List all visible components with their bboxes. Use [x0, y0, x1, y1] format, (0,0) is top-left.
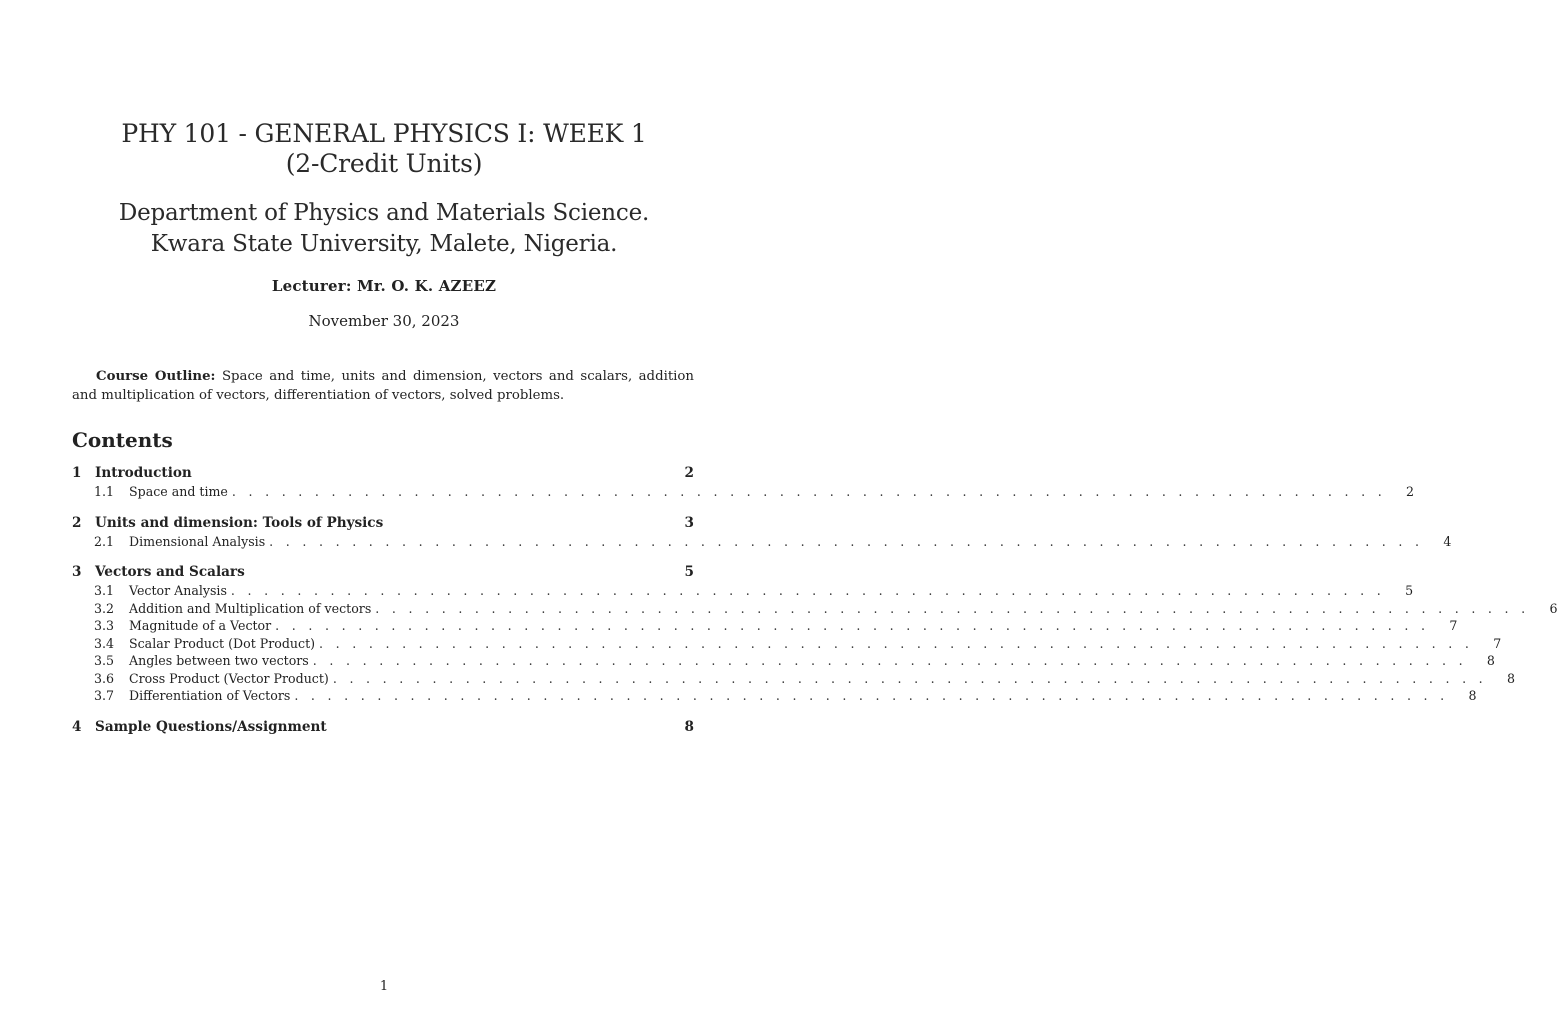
- toc-subsection-number: 3.2: [94, 600, 115, 616]
- toc-subsection-title: Space and time: [129, 484, 228, 499]
- toc-leader-dots: . . . . . . . . . . . . . . . . . . . . . . . . . . . . . . . . . . . . . . . . . . . . . . . . . . . . . . . . . . . . . . . . . . . . . .: [269, 533, 1424, 549]
- toc-section-number: 4: [72, 718, 82, 735]
- toc-leader-dots: . . . . . . . . . . . . . . . . . . . . . . . . . . . . . . . . . . . . . . . . . . . . . . . . . . . . . . . . . . . . . . . . . . . . . .: [231, 484, 1387, 499]
- toc-subsection-page: 4: [1443, 533, 1452, 549]
- toc-subsection-3-5[interactable]: [72, 653, 1495, 669]
- toc-section-page: 8: [684, 718, 694, 735]
- toc-section-title: Vectors and Scalars: [95, 564, 245, 580]
- toc-subsection-title: Cross Product (Vector Product): [129, 670, 329, 686]
- document-title-line-1: PHY 101 - GENERAL PHYSICS I: WEEK 1: [121, 119, 647, 148]
- course-outline-label: Course Outline:: [96, 369, 216, 384]
- toc-section-title: Introduction: [95, 465, 192, 481]
- toc-subsection-3-1[interactable]: [72, 583, 1414, 599]
- toc-subsection-title: Magnitude of a Vector: [129, 618, 272, 633]
- toc-section-number: 1: [72, 465, 82, 481]
- toc-subsection-number: 3.3: [94, 618, 115, 633]
- toc-subsection-number: 3.6: [94, 670, 115, 686]
- toc-subsection-1-1[interactable]: [72, 484, 1415, 500]
- toc-subsection-3-3[interactable]: [72, 618, 1458, 634]
- toc-subsection-2-1[interactable]: [72, 533, 1452, 550]
- toc-subsection-number: 3.4: [94, 635, 115, 651]
- toc-leader-dots: . . . . . . . . . . . . . . . . . . . . . . . . . . . . . . . . . . . . . . . . . . . . . . . . . . . . . . . . . . . . . . . . . . . . . .: [294, 688, 1449, 703]
- toc-leader-dots: . . . . . . . . . . . . . . . . . . . . . . . . . . . . . . . . . . . . . . . . . . . . . . . . . . . . . . . . . . . . . . . . . . . . . .: [312, 653, 1467, 668]
- toc-section-3[interactable]: [72, 564, 694, 582]
- toc-subsection-page: 5: [1405, 583, 1414, 598]
- document-title-line-2: (2-Credit Units): [285, 149, 483, 178]
- toc-subsection-title: Differentiation of Vectors: [129, 688, 291, 703]
- toc-leader-dots: . . . . . . . . . . . . . . . . . . . . . . . . . . . . . . . . . . . . . . . . . . . . . . . . . . . . . . . . . . . . . . . . . . . . . .: [230, 583, 1386, 598]
- toc-section-page: 2: [684, 465, 694, 481]
- page-number: 1: [379, 979, 389, 994]
- toc-section-2[interactable]: [72, 515, 694, 533]
- toc-subsection-number: 3.5: [94, 653, 115, 668]
- document-date: November 30, 2023: [308, 312, 460, 330]
- toc-subsection-page: 8: [1506, 670, 1515, 686]
- toc-section-page: 5: [684, 564, 694, 580]
- toc-subsection-3-2[interactable]: [72, 600, 1557, 617]
- toc-leader-dots: . . . . . . . . . . . . . . . . . . . . . . . . . . . . . . . . . . . . . . . . . . . . . . . . . . . . . . . . . . . . . . . . . . . . . .: [375, 600, 1530, 616]
- department-line: Department of Physics and Materials Science.: [118, 200, 650, 226]
- toc-leader-dots: . . . . . . . . . . . . . . . . . . . . . . . . . . . . . . . . . . . . . . . . . . . . . . . . . . . . . . . . . . . . . . . . . . . . . .: [332, 670, 1487, 686]
- toc-subsection-number: 2.1: [94, 533, 115, 549]
- toc-subsection-page: 7: [1449, 618, 1458, 633]
- toc-subsection-title: Scalar Product (Dot Product): [129, 635, 316, 651]
- toc-subsection-page: 7: [1493, 635, 1502, 651]
- course-outline: [72, 368, 694, 405]
- university-line: Kwara State University, Malete, Nigeria.: [150, 231, 618, 257]
- toc-section-1[interactable]: [72, 465, 694, 483]
- course-outline-text: Space and time, units and dimension, vectors and scalars, addition and multiplication of vectors, differentiation of vectors, solved problems.: [72, 369, 694, 403]
- toc-section-number: 3: [72, 564, 82, 580]
- toc-subsection-3-4[interactable]: [72, 635, 1502, 652]
- toc-section-4[interactable]: [72, 719, 694, 737]
- toc-subsection-3-7[interactable]: [72, 688, 1477, 704]
- toc-subsection-number: 3.7: [94, 688, 115, 703]
- toc-subsection-title: Angles between two vectors: [129, 653, 309, 668]
- toc-subsection-page: 8: [1486, 653, 1495, 668]
- toc-section-title: Sample Questions/Assignment: [95, 718, 327, 735]
- toc-subsection-3-6[interactable]: [72, 670, 1515, 687]
- toc-subsection-number: 3.1: [94, 583, 115, 598]
- toc-subsection-page: 8: [1468, 688, 1477, 703]
- toc-section-page: 3: [684, 514, 694, 531]
- toc-leader-dots: . . . . . . . . . . . . . . . . . . . . . . . . . . . . . . . . . . . . . . . . . . . . . . . . . . . . . . . . . . . . . . . . . . . . . .: [275, 618, 1430, 633]
- toc-subsection-title: Vector Analysis: [129, 583, 227, 598]
- toc-subsection-page: 2: [1406, 484, 1415, 499]
- toc-subsection-page: 6: [1549, 600, 1557, 616]
- toc-leader-dots: . . . . . . . . . . . . . . . . . . . . . . . . . . . . . . . . . . . . . . . . . . . . . . . . . . . . . . . . . . . . . . . . . . . . . .: [319, 635, 1474, 651]
- toc-subsection-title: Addition and Multiplication of vectors: [129, 600, 372, 616]
- contents-heading: Contents: [72, 428, 173, 452]
- toc-subsection-number: 1.1: [94, 484, 115, 499]
- toc-section-number: 2: [72, 514, 82, 531]
- toc-subsection-title: Dimensional Analysis: [129, 533, 266, 549]
- lecturer-name: Lecturer: Mr. O. K. AZEEZ: [271, 277, 497, 295]
- toc-section-title: Units and dimension: Tools of Physics: [95, 514, 384, 531]
